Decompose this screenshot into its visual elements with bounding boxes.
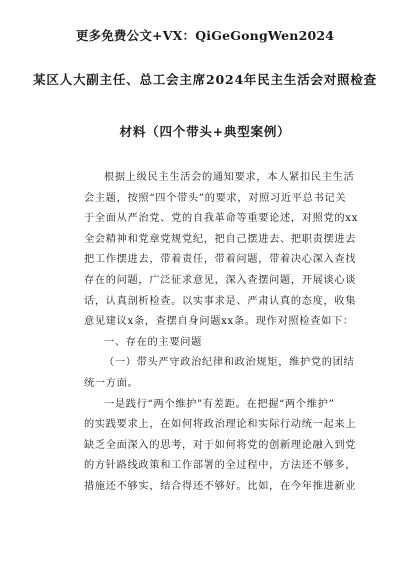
body-line: 一是践行“两个维护”有差距。在把握“两个维护” bbox=[104, 398, 335, 410]
subsection-heading: （一）带头严守政治纪律和政治规矩，维护党的团结 bbox=[104, 357, 355, 369]
document-title-line-2: 材料（四个带头+典型案例） bbox=[119, 124, 291, 139]
body-line: 话，认真剖析检查。以实事求是、严肃认真的态度，收集 bbox=[84, 295, 357, 307]
body-line: 意见建议x条，查摆自身问题xx条。现作对照检查如下： bbox=[84, 316, 354, 328]
body-line: 会主题，按照“四个带头”的要求，对照习近平总书记关 bbox=[84, 192, 347, 204]
body-line: 全会精神和党章党规党纪，把自己摆进去、把职责摆进去 bbox=[84, 233, 357, 245]
document-body bbox=[84, 168, 359, 498]
document-title-line-1: 某区人大副主任、总工会主席2024年民主生活会对照检查 bbox=[33, 72, 377, 87]
body-line: 的方针路线政策和工作部署的全过程中，方法还不够多， bbox=[84, 460, 357, 472]
body-line: 存在的问题，广泛征求意见，深入查摆问题，开展谈心谈 bbox=[84, 274, 357, 286]
body-line: 把工作摆进去，带着责任，带着问题，带着决心深入查找 bbox=[84, 254, 357, 266]
body-line: 措施还不够实，结合得还不够好。比如，在今年推进新业 bbox=[84, 480, 357, 492]
body-line: 于全面从严治党、党的自我革命等重要论述，对照党的xx bbox=[84, 213, 359, 225]
section-heading: 一、存在的主要问题 bbox=[104, 336, 202, 348]
body-line: 根据上级民主生活会的通知要求，本人紧扣民主生活 bbox=[104, 172, 355, 183]
body-line: 的实践要求上，在如何将政治理论和实际行动统一起来上 bbox=[84, 419, 357, 431]
body-line: 统一方面。 bbox=[84, 377, 139, 389]
promo-header: 更多免费公文+VX：QiGeGongWen2024 bbox=[75, 28, 335, 43]
body-line: 缺乏全面深入的思考，对于如何将党的创新理论融入到党 bbox=[84, 439, 357, 451]
